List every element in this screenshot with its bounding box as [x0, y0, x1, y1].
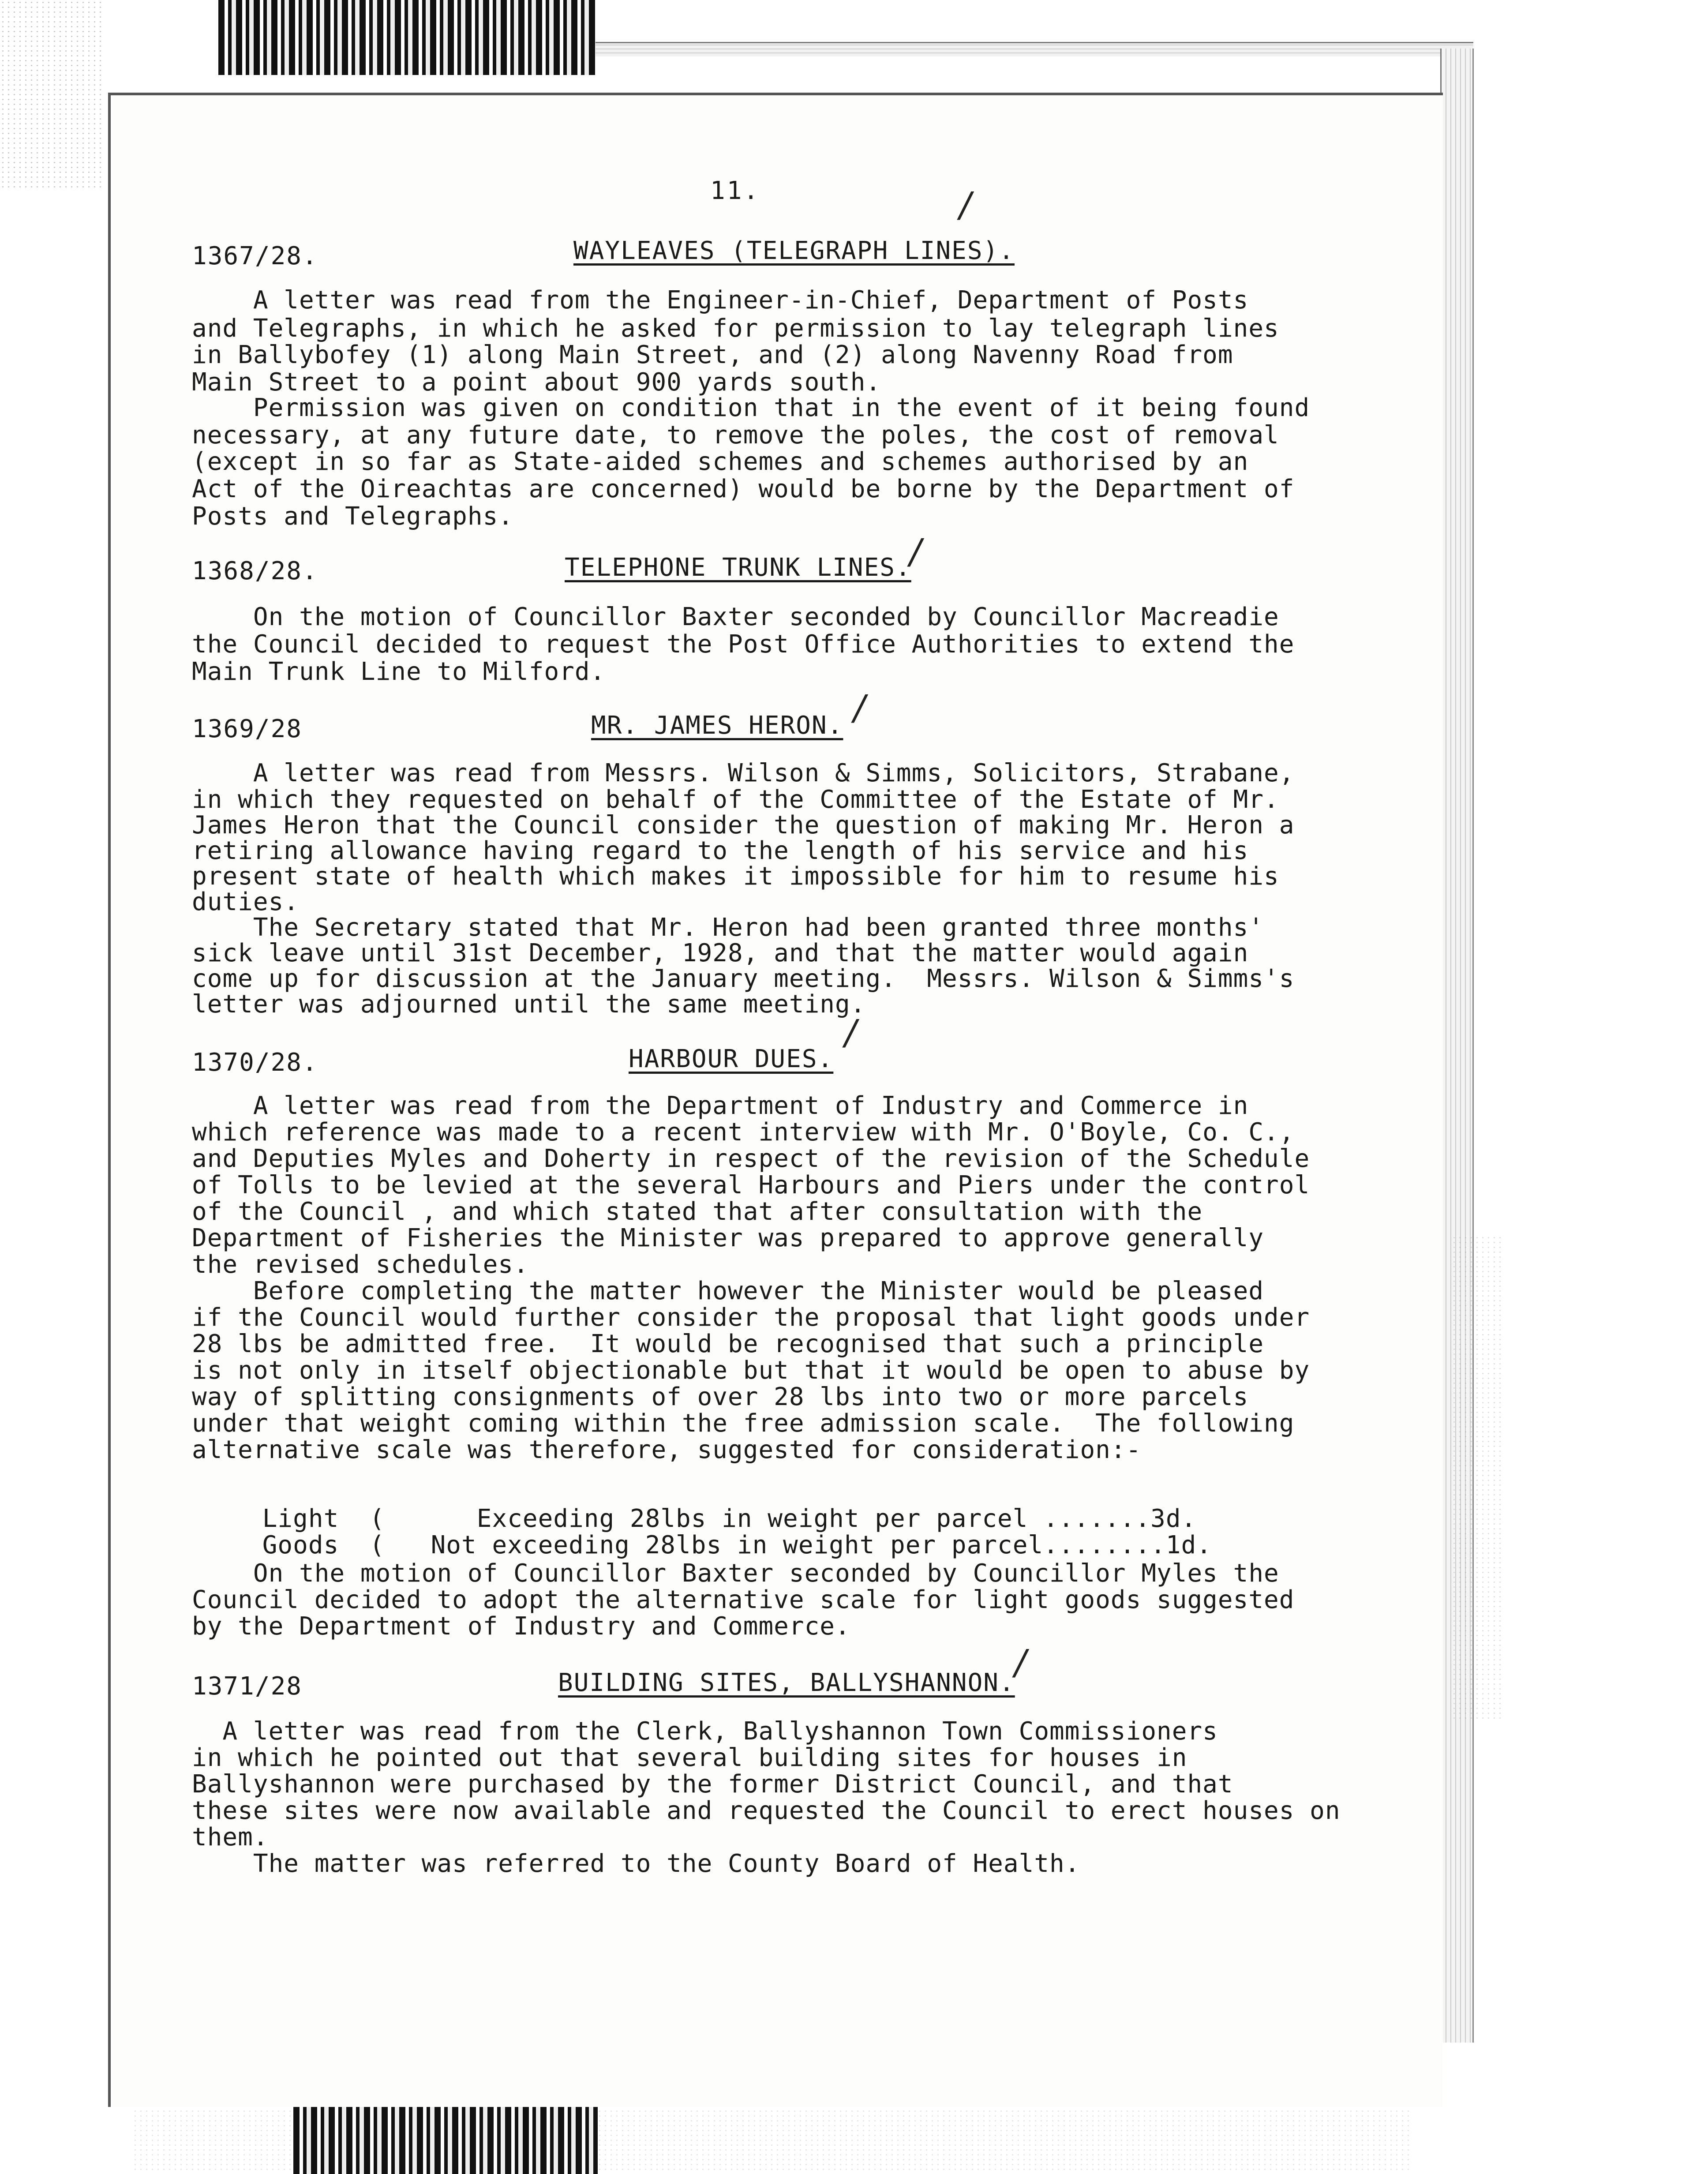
body-line: Act of the Oireachtas are concerned) would be borne by the Department of [192, 475, 1295, 503]
body-line: under that weight coming within the free admission scale. The following [192, 1409, 1295, 1438]
body-line: the revised schedules. [192, 1250, 529, 1279]
minute-reference: 1369/28 [192, 715, 303, 743]
body-line: sick leave until 31st December, 1928, and that the matter would again [192, 939, 1249, 967]
body-line: in Ballybofey (1) along Main Street, and (2) along Navenny Road from [192, 341, 1233, 369]
section-heading: WAYLEAVES (TELEGRAPH LINES). [573, 236, 1015, 265]
toll-scale-line: Light ( Exceeding 28lbs in weight per parcel .......3d. [247, 1504, 1197, 1533]
body-line: The Secretary stated that Mr. Heron had been granted three months' [192, 913, 1264, 942]
body-line: 28 lbs be admitted free. It would be recognised that such a principle [192, 1330, 1264, 1358]
body-line: duties. [192, 888, 300, 916]
body-line: Ballyshannon were purchased by the former District Council, and that [192, 1770, 1233, 1799]
body-line: retiring allowance having regard to the length of his service and his [192, 836, 1249, 865]
body-line: A letter was read from the Engineer-in-Chief, Department of Posts [192, 286, 1249, 315]
body-line: Department of Fisheries the Minister was prepared to approve generally [192, 1224, 1264, 1252]
scan-noise [0, 0, 101, 190]
body-line: Main Trunk Line to Milford. [192, 657, 606, 686]
body-line: On the motion of Councillor Baxter seconded by Councillor Macreadie [192, 603, 1279, 631]
body-line: them. [192, 1823, 269, 1852]
check-mark: / [854, 688, 865, 728]
body-line: letter was adjourned until the same meeting. [192, 990, 866, 1019]
body-line: alternative scale was therefore, suggested for consideration:- [192, 1436, 1142, 1464]
minute-reference: 1368/28. [192, 557, 318, 585]
body-line: A letter was read from the Clerk, Ballyshannon Town Commissioners [192, 1717, 1218, 1746]
check-mark: / [1015, 1643, 1026, 1683]
body-line: Council decided to adopt the alternative scale for light goods suggested [192, 1586, 1295, 1614]
body-line: Main Street to a point about 900 yards south. [192, 368, 881, 397]
binding-strip-bottom [293, 2099, 598, 2174]
check-mark: / [845, 1013, 857, 1053]
minute-reference: 1371/28 [192, 1672, 303, 1701]
body-line: and Deputies Myles and Doherty in respect of the revision of the Schedule [192, 1144, 1310, 1173]
check-mark: / [959, 185, 971, 225]
body-line: in which they requested on behalf of the Committee of the Estate of Mr. [192, 785, 1279, 814]
minute-reference: 1367/28. [192, 242, 318, 270]
section-heading: BUILDING SITES, BALLYSHANNON. [558, 1668, 1015, 1697]
section-heading: TELEPHONE TRUNK LINES. [565, 553, 911, 582]
body-line: Permission was given on condition that in the event of it being found [192, 394, 1310, 422]
body-line: if the Council would further consider the proposal that light goods under [192, 1303, 1310, 1332]
body-line: On the motion of Councillor Baxter seconded by Councillor Myles the [192, 1559, 1279, 1588]
section-heading: HARBOUR DUES. [629, 1045, 834, 1073]
body-line: Posts and Telegraphs. [192, 502, 514, 531]
check-mark: / [910, 532, 921, 572]
page-stack-edge-top [596, 42, 1473, 56]
body-line: (except in so far as State-aided schemes and schemes authorised by an [192, 447, 1249, 476]
body-line: James Heron that the Council consider the question of making Mr. Heron a [192, 811, 1295, 840]
minute-reference: 1370/28. [192, 1048, 318, 1077]
body-line: these sites were now available and requested the Council to erect houses on [192, 1796, 1341, 1825]
body-line: The matter was referred to the County Board of Health. [192, 1849, 1080, 1878]
body-line: and Telegraphs, in which he asked for permission to lay telegraph lines [192, 314, 1279, 343]
body-line: by the Department of Industry and Commerce. [192, 1612, 850, 1641]
scan-noise [1451, 1235, 1504, 1720]
body-line: is not only in itself objectionable but that it would be open to abuse by [192, 1356, 1310, 1385]
body-line: A letter was read from the Department of Industry and Commerce in [192, 1091, 1249, 1120]
page-stack-edge-right [1440, 49, 1474, 2043]
section-heading: MR. JAMES HERON. [591, 711, 843, 740]
body-line: of the Council , and which stated that after consultation with the [192, 1197, 1203, 1226]
body-line: present state of health which makes it impossible for him to resume his [192, 862, 1279, 891]
body-line: A letter was read from Messrs. Wilson & Simms, Solicitors, Strabane, [192, 759, 1295, 787]
body-line: in which he pointed out that several building sites for houses in [192, 1743, 1187, 1772]
body-line: necessary, at any future date, to remove the poles, the cost of removal [192, 421, 1279, 450]
page-number: 11. [710, 176, 760, 205]
binding-strip-top [218, 0, 598, 75]
body-line: come up for discussion at the January meeting. Messrs. Wilson & Simms's [192, 964, 1295, 993]
body-line: Before completing the matter however the Minister would be pleased [192, 1277, 1264, 1305]
body-line: the Council decided to request the Post Office Authorities to extend the [192, 630, 1295, 659]
toll-scale-line: Goods ( Not exceeding 28lbs in weight per parcel........1d. [247, 1531, 1212, 1559]
body-line: of Tolls to be levied at the several Harbours and Piers under the control [192, 1171, 1310, 1199]
body-line: way of splitting consignments of over 28 lbs into two or more parcels [192, 1383, 1249, 1411]
body-line: which reference was made to a recent interview with Mr. O'Boyle, Co. C., [192, 1118, 1295, 1147]
